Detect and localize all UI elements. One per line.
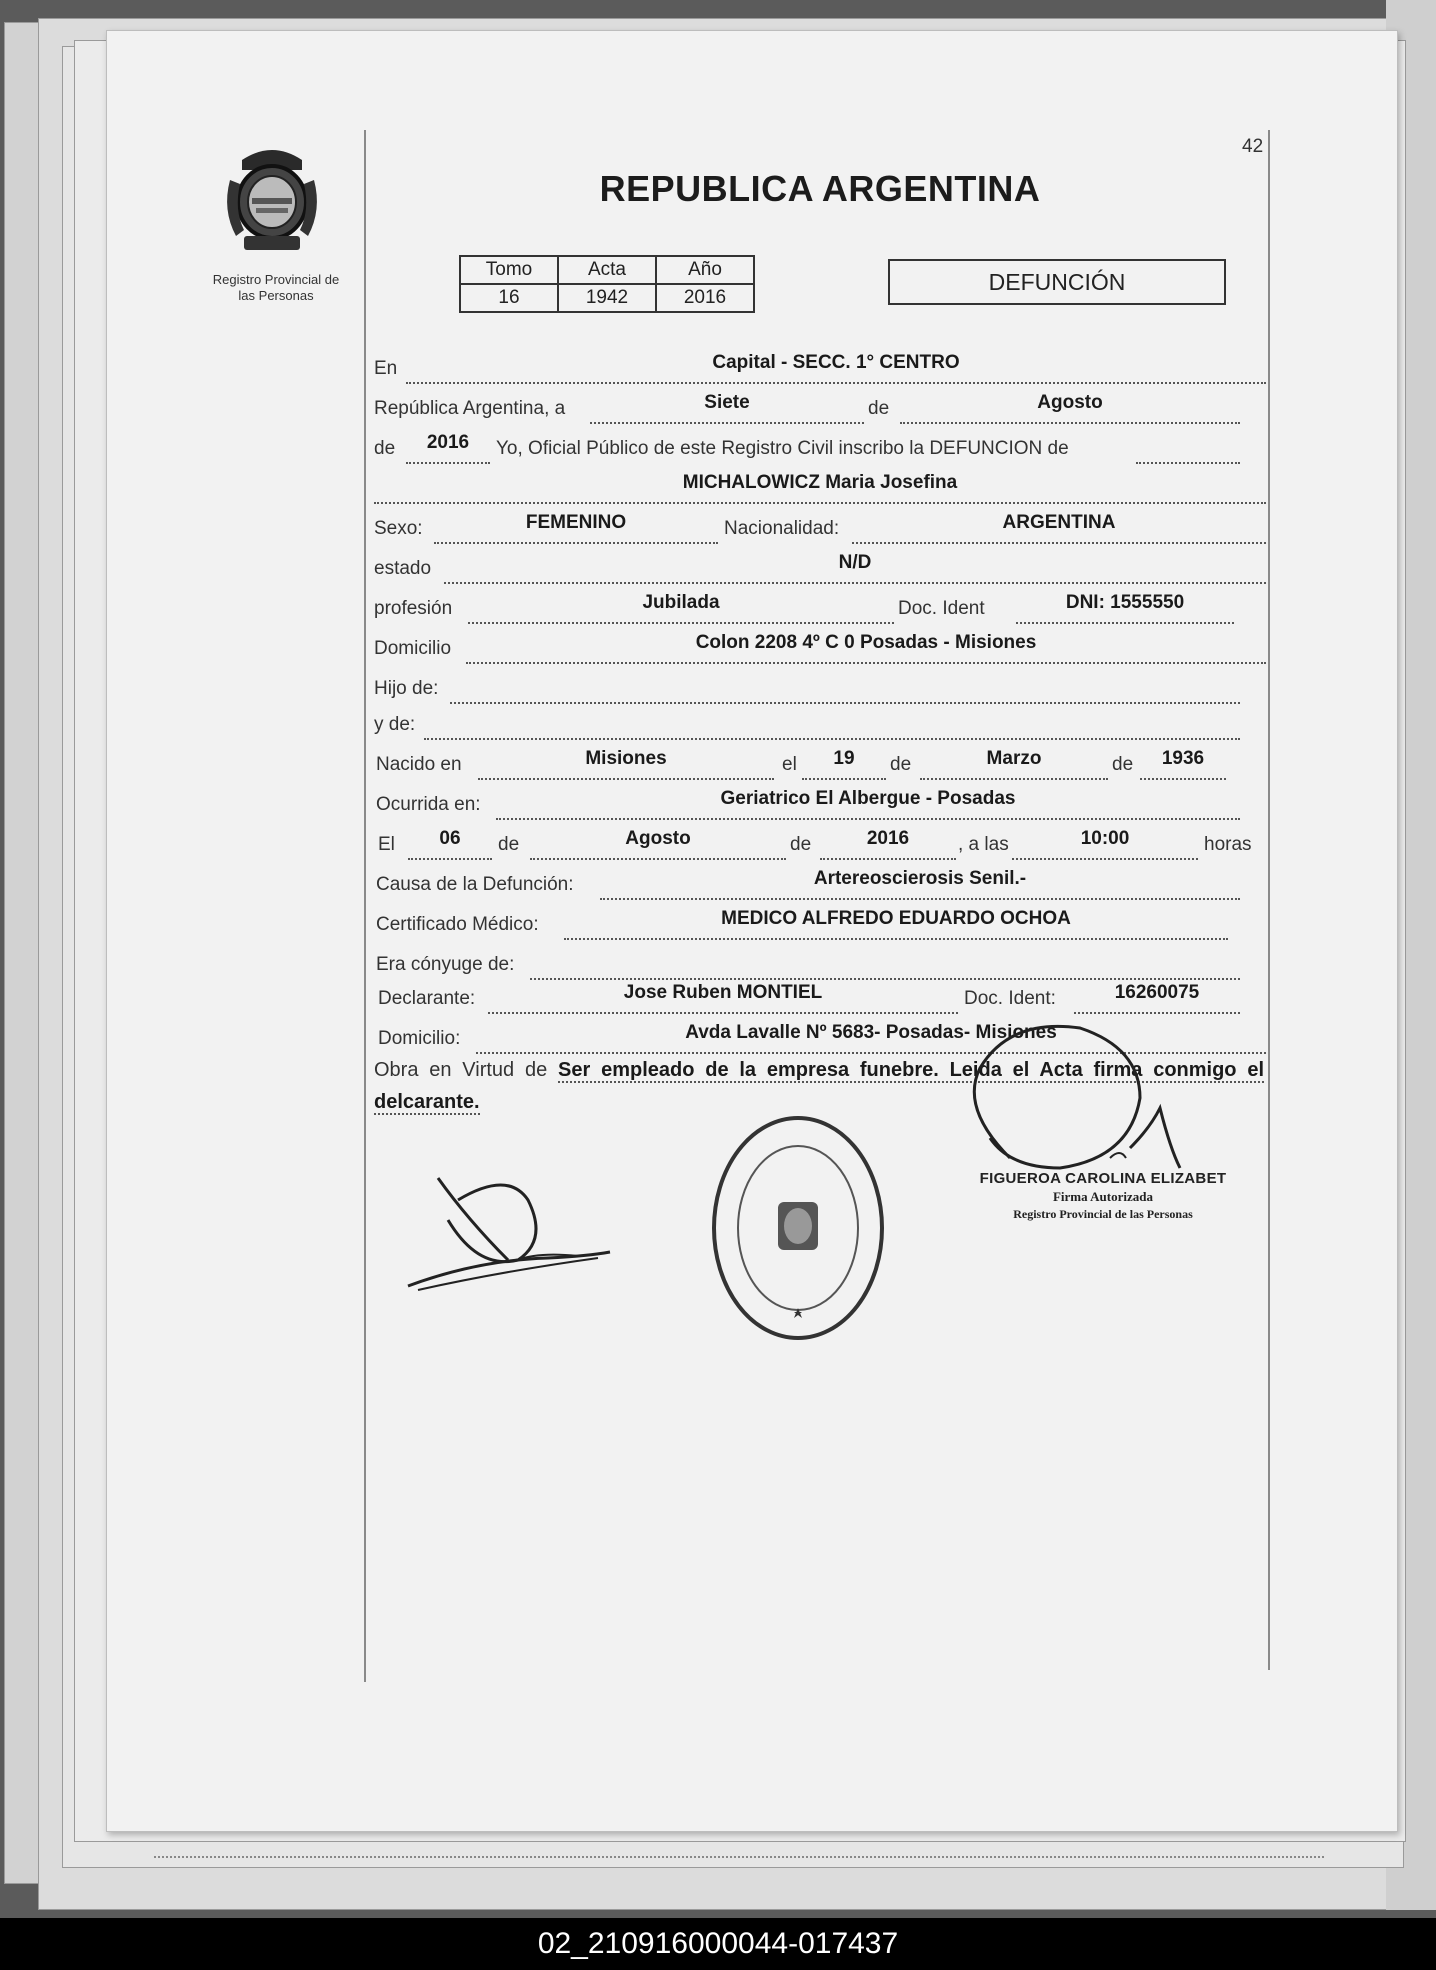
form-line-conyuge	[374, 948, 1266, 980]
domicilio-label: Domicilio:	[378, 1028, 461, 1049]
acta-value: 1942	[558, 284, 656, 312]
form-line-year	[374, 432, 1266, 464]
domicilio-label: Domicilio	[374, 638, 452, 659]
estado-label: estado	[374, 558, 432, 579]
official-seal	[708, 1112, 888, 1344]
causa-label: Causa de la Defunción:	[376, 874, 574, 895]
de-label: de	[498, 834, 520, 855]
horas-label: horas	[1204, 834, 1252, 855]
deceased-name-field: MICHALOWICZ Maria Josefina	[374, 472, 1266, 504]
de-label: de	[374, 438, 396, 459]
nacionalidad-field: ARGENTINA	[852, 512, 1266, 544]
form-line-causa	[374, 868, 1266, 900]
obra-field: Ser empleado de la empresa funebre. Leida el Acta firma conmigo el delcarante.	[374, 1059, 1265, 1113]
yo-trailing-field	[1136, 432, 1240, 464]
official-signature	[950, 1008, 1190, 1178]
tomo-header: Tomo	[460, 256, 558, 284]
certificado-field: MEDICO ALFREDO EDUARDO OCHOA	[564, 908, 1228, 940]
ocurrida-label: Ocurrida en:	[376, 794, 481, 815]
death-month-field: Agosto	[530, 828, 786, 860]
el-label: el	[782, 754, 797, 775]
signatory-block	[976, 1170, 1230, 1222]
signatory-title: Firma Autorizada	[1052, 1189, 1153, 1204]
de-label: de	[1112, 754, 1134, 775]
signatory-name: FIGUEROA CAROLINA ELIZABET	[979, 1170, 1227, 1187]
el-label: El	[378, 834, 395, 855]
de-label: de	[790, 834, 812, 855]
profesion-field: Jubilada	[468, 592, 894, 624]
nacionalidad-label: Nacionalidad:	[724, 518, 840, 539]
form-line-date	[374, 392, 1266, 424]
nacido-label: Nacido en	[376, 754, 462, 775]
sexo-label: Sexo:	[374, 518, 423, 539]
obra-label: Obra en Virtud de	[374, 1059, 548, 1081]
form-line-certificado	[374, 908, 1266, 940]
document-title: REPUBLICA ARGENTINA	[599, 168, 1041, 209]
form-line-estado	[374, 552, 1266, 584]
yo-text: Yo, Oficial Público de este Registro Civil inscribo la DEFUNCION de	[496, 438, 1069, 459]
doc-ident-label: Doc. Ident	[898, 598, 985, 619]
registry-label-line: las Personas	[238, 288, 314, 303]
form-line-sexo	[374, 512, 1266, 544]
hijo-field	[450, 672, 1240, 704]
form-line-ocurrida	[374, 788, 1266, 820]
record-type-box: DEFUNCIÓN	[888, 259, 1226, 305]
birth-year-field: 1936	[1140, 748, 1226, 780]
declarante-field: Jose Ruben MONTIEL	[488, 982, 958, 1014]
death-time-field: 10:00	[1012, 828, 1198, 860]
de-label: de	[868, 398, 890, 419]
province-coat-of-arms-logo	[222, 140, 322, 260]
declarant-signature	[398, 1160, 618, 1300]
form-line-name	[374, 472, 1266, 504]
left-margin-line	[364, 130, 366, 1682]
de-label: de	[890, 754, 912, 775]
birth-day-field: 19	[802, 748, 886, 780]
form-line-death-date	[374, 828, 1266, 860]
nacido-field: Misiones	[478, 748, 774, 780]
conyuge-label: Era cónyuge de:	[376, 954, 515, 975]
declarante-domicilio-field: Avda Lavalle Nº 5683- Posadas- Misiones	[476, 1022, 1266, 1054]
acta-header: Acta	[558, 256, 656, 284]
yde-field	[424, 708, 1240, 740]
day-field: Siete	[590, 392, 864, 424]
declarante-label: Declarante:	[378, 988, 476, 1009]
domicilio-field: Colon 2208 4º C 0 Posadas - Misiones	[466, 632, 1266, 664]
record-table	[459, 255, 755, 313]
doc-ident-field: DNI: 1555550	[1016, 592, 1234, 624]
ocurrida-field: Geriatrico El Albergue - Posadas	[496, 788, 1240, 820]
yde-label: y de:	[374, 714, 416, 735]
form-line-en	[374, 352, 1266, 384]
declarante-doc-field: 16260075	[1074, 982, 1240, 1014]
form-line-hijo	[374, 672, 1266, 704]
doc-ident-label: Doc. Ident:	[964, 988, 1056, 1009]
republica-label: República Argentina, a	[374, 398, 566, 419]
profesion-label: profesión	[374, 598, 453, 619]
year-field: 2016	[406, 432, 490, 464]
form-line-domicilio	[374, 632, 1266, 664]
signatory-org: Registro Provincial de las Personas	[1013, 1207, 1193, 1221]
death-day-field: 06	[408, 828, 492, 860]
birth-month-field: Marzo	[920, 748, 1108, 780]
en-field: Capital - SECC. 1° CENTRO	[406, 352, 1266, 384]
registry-label-line: Registro Provincial de	[212, 272, 340, 287]
bottom-dotted-line	[154, 1856, 1324, 1858]
hijo-label: Hijo de:	[374, 678, 439, 699]
causa-field: Artereoscierosis Senil.-	[600, 868, 1240, 900]
right-margin-line	[1268, 130, 1270, 1670]
certificado-label: Certificado Médico:	[376, 914, 539, 935]
ano-value: 2016	[656, 284, 754, 312]
file-id-bar: 02_210916000044-017437	[0, 1918, 1436, 1970]
death-year-field: 2016	[820, 828, 956, 860]
form-line-nacido	[374, 748, 1266, 780]
en-label: En	[374, 358, 398, 379]
ano-header: Año	[656, 256, 754, 284]
registry-label	[196, 272, 356, 304]
estado-field: N/D	[444, 552, 1266, 584]
sexo-field: FEMENINO	[434, 512, 718, 544]
conyuge-field	[530, 948, 1240, 980]
tomo-value: 16	[460, 284, 558, 312]
page-number: 42	[1242, 136, 1264, 157]
form-line-yde	[374, 708, 1266, 740]
a-las-label: , a las	[958, 834, 1009, 855]
month-field: Agosto	[900, 392, 1240, 424]
form-line-profesion	[374, 592, 1266, 624]
